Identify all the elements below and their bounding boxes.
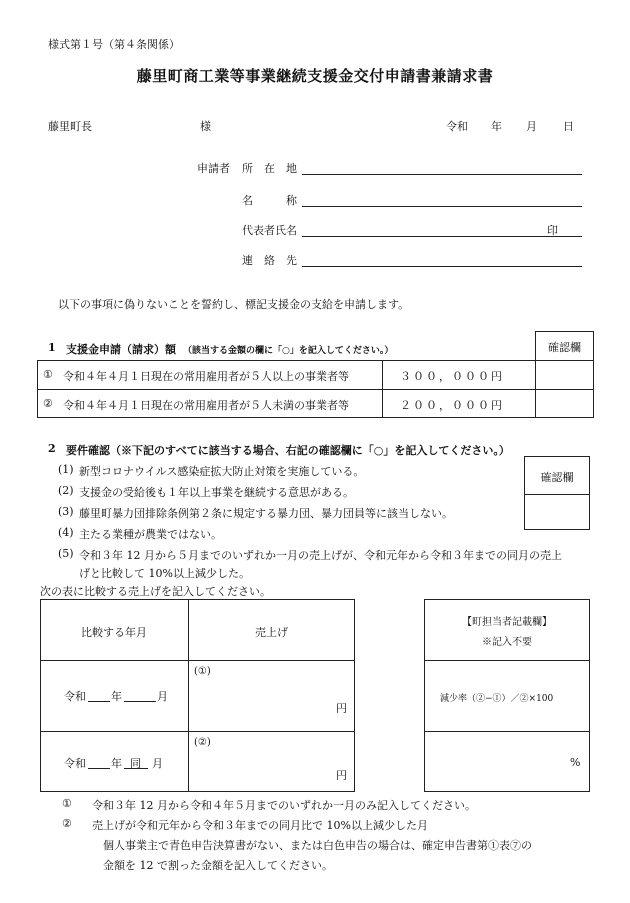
- requirement-5-text: 令和３年 12 月から５月までのいずれか一月の売上げが、令和元年から令和３年までの同月の売上: [79, 549, 562, 562]
- requirement-3-text: 藤里町暴力団排除条例第２条に規定する暴力団、暴力団員等に該当しない。: [79, 507, 453, 520]
- row1-month-label: 月: [157, 690, 168, 703]
- row1-month-field[interactable]: [124, 701, 156, 702]
- row2-year-label: 年: [111, 757, 122, 770]
- row2-sales-field[interactable]: [189, 750, 329, 788]
- company-name-label: 名 称: [242, 194, 297, 207]
- row1-year-label: 年: [111, 690, 122, 703]
- section1-row1-text: 令和４年４月１日現在の常用雇用者が５人以上の事業者等: [63, 370, 349, 383]
- section2-confirm-label: 確認欄: [540, 471, 574, 484]
- staff-note: ※記入不要: [482, 637, 532, 648]
- section1-row1-confirm-cell[interactable]: [536, 361, 593, 388]
- date-year: 年: [491, 120, 502, 133]
- contact-label: 連 絡 先: [242, 254, 297, 267]
- requirement-2-number: (2): [58, 484, 74, 497]
- date-era: 令和: [446, 120, 468, 133]
- section2-heading: 要件確認（※下記のすべてに該当する場合、右記の確認欄に「○」を記入してください。）: [66, 444, 510, 457]
- note-1-number: ①: [62, 797, 72, 810]
- row1-yen: 円: [336, 702, 347, 715]
- row2-year-field[interactable]: [88, 768, 110, 769]
- row1-era: 令和: [64, 690, 86, 703]
- section1-number: 1: [48, 341, 56, 354]
- row2-era: 令和: [64, 757, 86, 770]
- sales-intro: 次の表に比較する売上げを記入してください。: [40, 585, 271, 598]
- applicant-label: 申請者: [197, 162, 230, 175]
- addressee: 藤里町長: [48, 120, 92, 133]
- requirement-3-number: (3): [58, 505, 74, 518]
- reduction-formula: 減少率（②−①）／②×100: [440, 694, 554, 704]
- section1-row2-text: 令和４年４月１日現在の常用雇用者が５人未満の事業者等: [63, 399, 349, 412]
- address-field[interactable]: [302, 174, 582, 175]
- pledge-text: 以下の事項に偽りないことを誓約し、標記支援金の支給を申請します。: [58, 298, 410, 311]
- row2-mark: (②): [194, 737, 211, 748]
- section1-note: （該当する金額の欄に「○」を記入してください。）: [183, 346, 394, 356]
- section2-number: 2: [48, 442, 56, 455]
- col-sales-header: 売上げ: [255, 626, 288, 639]
- requirement-1-number: (1): [58, 463, 74, 476]
- section1-row1-amount: ３００，０００円: [400, 370, 504, 383]
- col-month-header: 比較する年月: [81, 626, 147, 639]
- representative-field[interactable]: [302, 236, 582, 237]
- address-label: 所 在 地: [242, 162, 297, 175]
- section1-row1-number: ①: [43, 368, 53, 381]
- requirement-5-text-cont: げと比較して 10%以上減少した。: [79, 567, 250, 580]
- row1-mark: (①): [194, 666, 211, 677]
- row1-year-field[interactable]: [88, 701, 110, 702]
- honorific: 様: [200, 120, 211, 133]
- requirement-4-text: 主たる業種が農業ではない。: [79, 528, 222, 541]
- document-title: 藤里町商工業等事業継続支援金交付申請書兼請求書: [136, 67, 494, 85]
- row1-sales-field[interactable]: [189, 680, 329, 720]
- requirement-5-number: (5): [58, 547, 74, 560]
- note-extra-1: 個人事業主で青色申告決算書がない、または白色申告の場合は、確定申告書第①表⑦の: [103, 839, 532, 852]
- requirement-4-number: (4): [58, 526, 74, 539]
- date-month: 月: [526, 120, 537, 133]
- staff-title: 【町担当者記載欄】: [462, 617, 552, 628]
- representative-label: 代表者氏名: [242, 224, 297, 237]
- section2-confirm-cell[interactable]: [525, 495, 589, 529]
- contact-field[interactable]: [302, 266, 582, 267]
- requirement-1-text: 新型コロナウイルス感染症拡大防止対策を実施している。: [79, 465, 365, 478]
- row2-same: 同: [130, 757, 141, 770]
- note-1-text: 令和３年 12 月から令和４年５月までのいずれか一月のみ記入してください。: [92, 799, 476, 812]
- form-number: 様式第１号（第４条関係）: [48, 38, 180, 51]
- note-2-text: 売上げが令和元年から令和３年までの同月比で 10%以上減少した月: [92, 819, 428, 832]
- section1-row2-amount: ２００，０００円: [400, 399, 504, 412]
- section1-confirm-label: 確認欄: [548, 341, 581, 354]
- section1-row2-confirm-cell[interactable]: [536, 390, 593, 417]
- row2-yen: 円: [336, 769, 347, 782]
- seal-mark: 印: [547, 224, 558, 237]
- note-extra-2: 金額を 12 で割った金額を記入してください。: [103, 859, 333, 872]
- date-day: 日: [563, 120, 574, 133]
- percent-sign: %: [570, 756, 581, 769]
- section1-heading: 支援金申請（請求）額: [66, 343, 176, 356]
- company-name-field[interactable]: [302, 206, 582, 207]
- section1-row2-number: ②: [43, 397, 53, 410]
- row2-month-label: 月: [152, 757, 163, 770]
- requirement-2-text: 支援金の受給後も１年以上事業を継続する意思がある。: [79, 486, 354, 499]
- note-2-number: ②: [62, 817, 72, 830]
